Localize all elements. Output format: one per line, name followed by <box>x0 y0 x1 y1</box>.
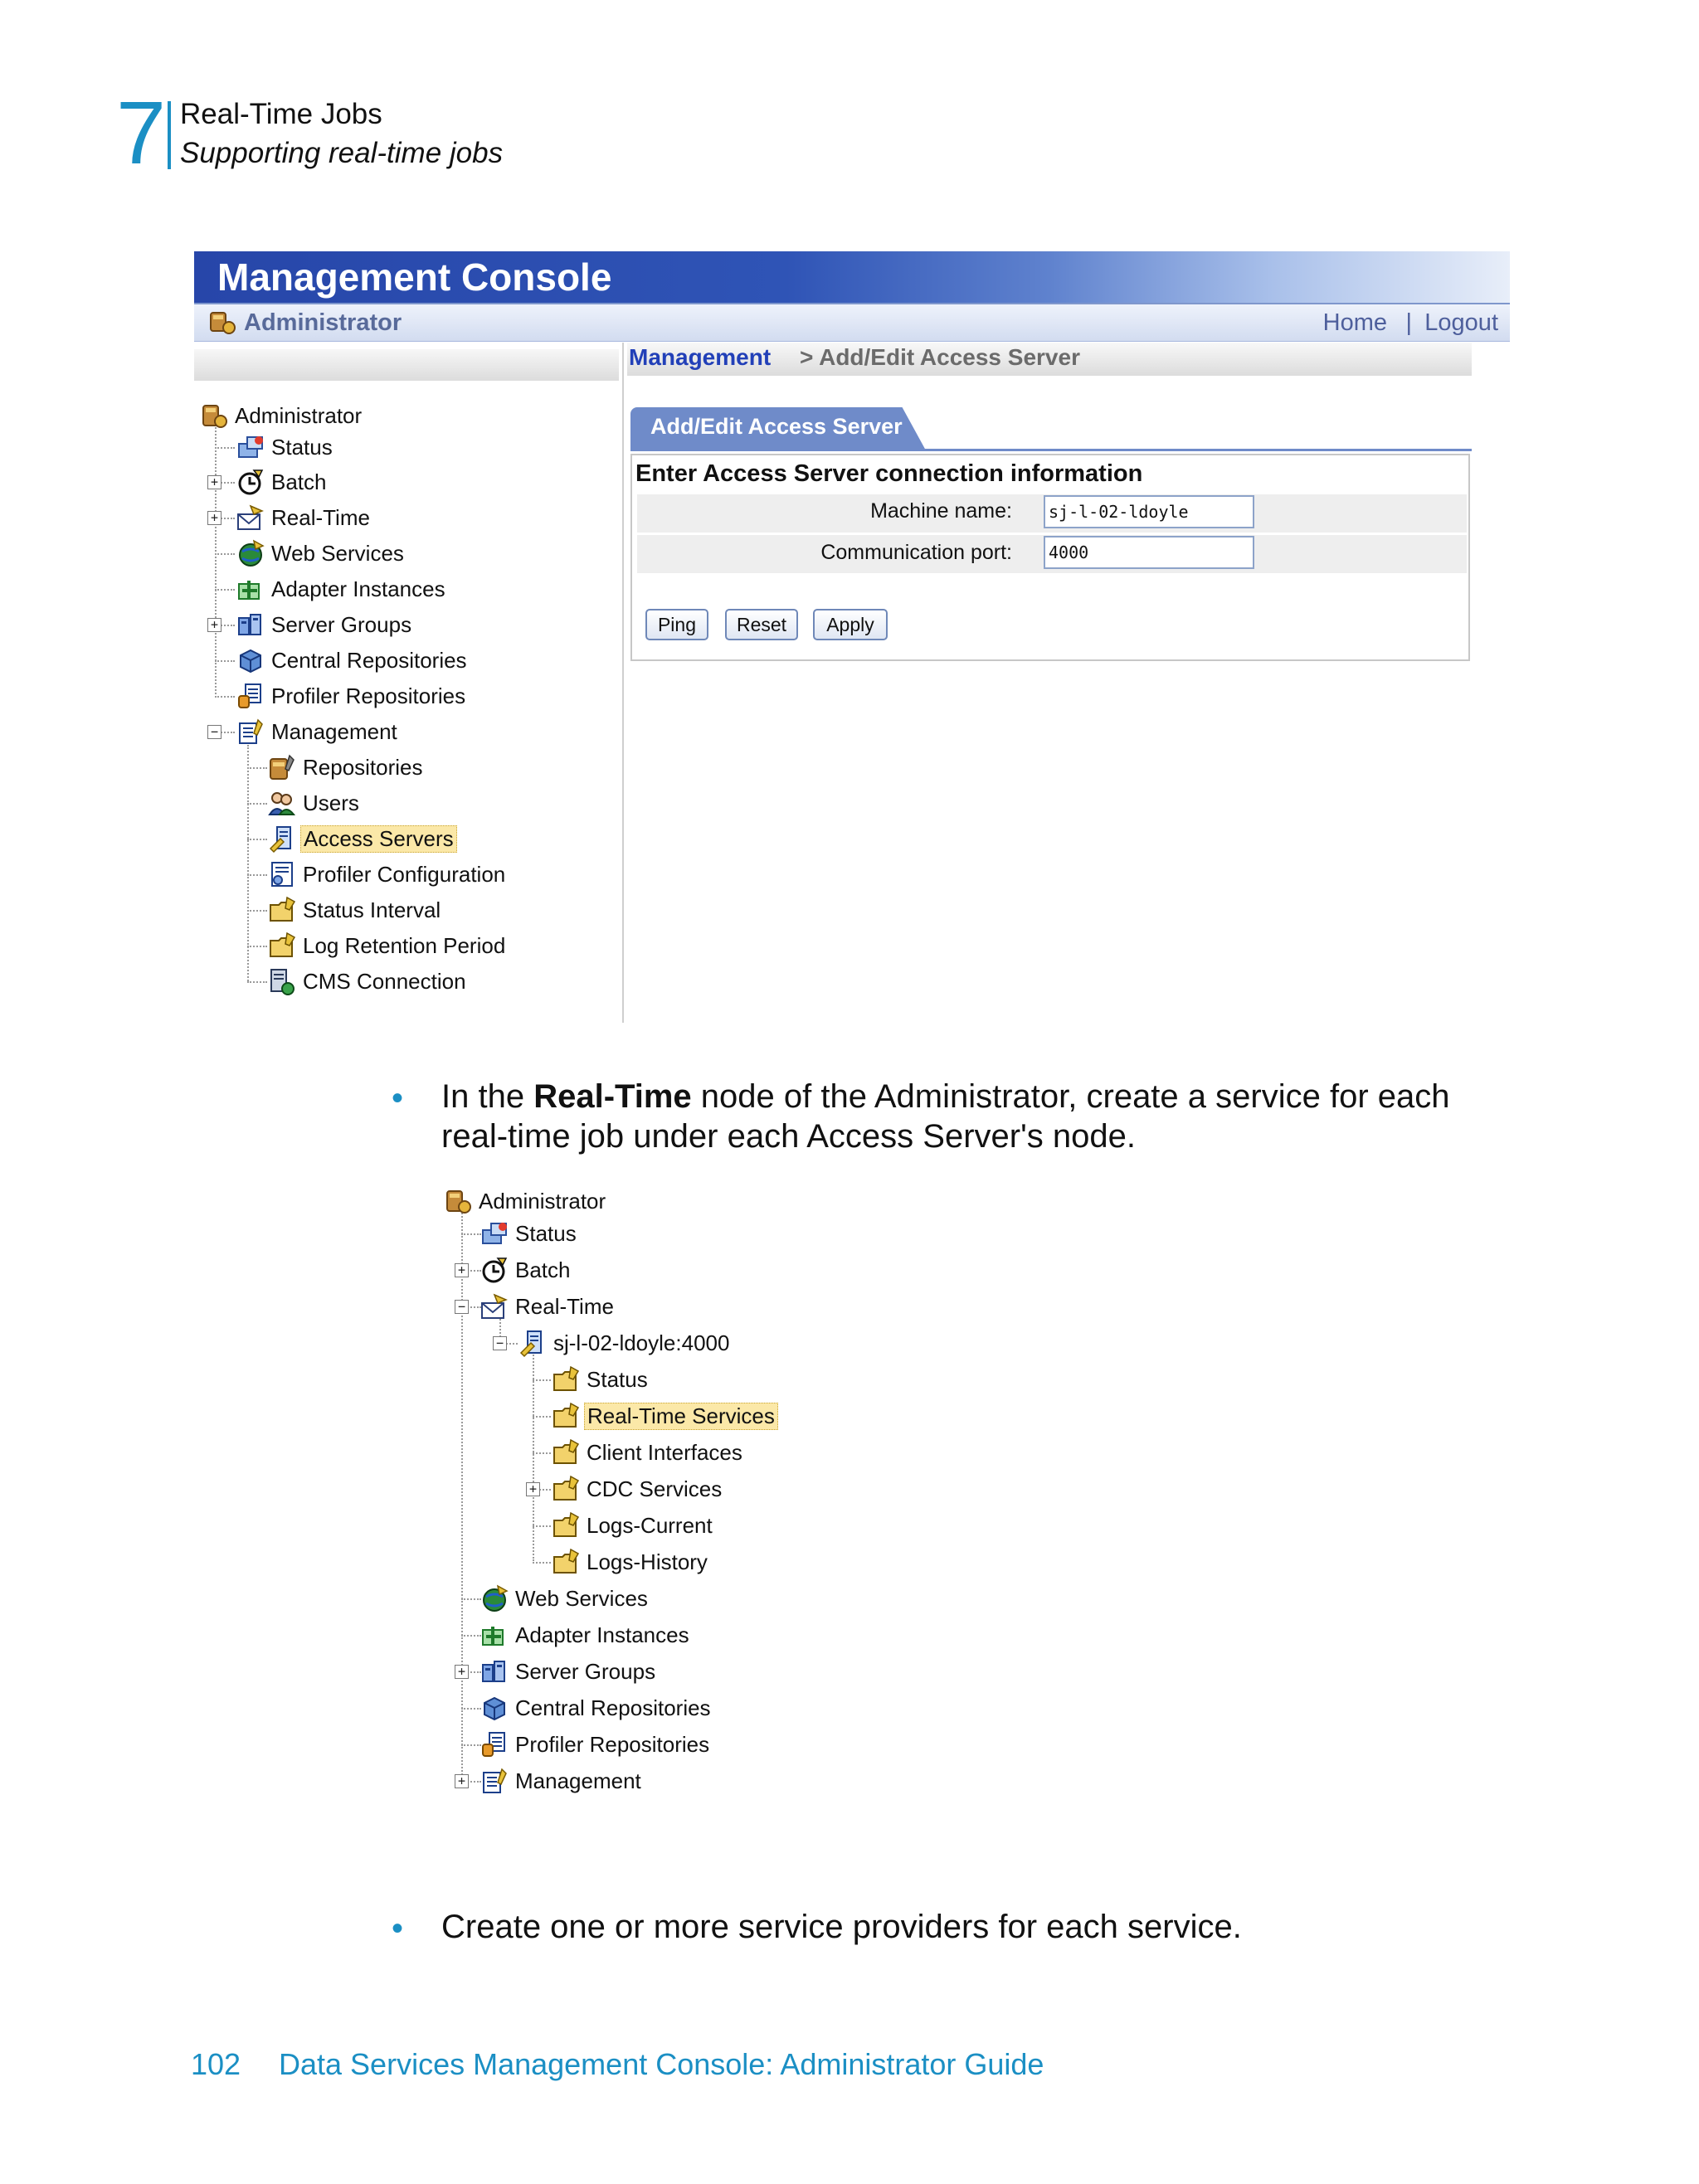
collapse-toggle[interactable]: − <box>455 1300 469 1314</box>
administrator-icon <box>199 401 229 430</box>
expand-toggle[interactable]: + <box>455 1263 469 1277</box>
tree-node-access-servers[interactable] <box>267 822 457 855</box>
tree-node-web-services[interactable] <box>236 537 406 570</box>
footer-title: Data Services Management Console: Administrator Guide <box>279 2047 1044 2081</box>
tree-node-label: Access Servers <box>300 825 457 853</box>
bullet-text-pre: In the <box>441 1078 534 1115</box>
machine-name-input[interactable]: sj-l-02-ldoyle <box>1044 495 1254 528</box>
tree-node-label: Status Interval <box>303 897 441 922</box>
tree-connector <box>247 839 267 840</box>
tree-node-label: Log Retention Period <box>303 932 506 958</box>
tree-node-administrator[interactable] <box>199 399 364 432</box>
tree-node-label: Status <box>587 1366 648 1392</box>
tree-node-server-groups[interactable] <box>480 1655 658 1688</box>
bullet-text-line2: real-time job under each Access Server's node. <box>441 1118 1136 1155</box>
tree-connector <box>461 1306 481 1308</box>
bullet-text-realtime <box>441 1077 1449 1116</box>
breadcrumb-management-link[interactable]: Management <box>629 344 772 370</box>
tab-label: Add/Edit Access Server <box>650 414 903 439</box>
tree-node-logs-current[interactable] <box>551 1509 715 1542</box>
tree-node-profiler-configuration[interactable] <box>267 858 508 891</box>
tree-node-central-repositories[interactable] <box>480 1691 713 1724</box>
cms-connection-icon <box>267 966 297 996</box>
folder-tool-icon <box>267 931 297 961</box>
tree-node-logs-history[interactable] <box>551 1545 710 1578</box>
tree-node-label: Profiler Configuration <box>303 861 506 887</box>
tree-connector <box>215 696 235 698</box>
folder-tool-icon <box>551 1474 581 1504</box>
folder-tool-icon <box>551 1547 581 1577</box>
tree-node-label: Real-Time <box>271 504 370 530</box>
tree-connector <box>461 1744 481 1746</box>
tree-node-repositories[interactable] <box>267 751 426 784</box>
bullet-text-bold: Real-Time <box>533 1078 692 1115</box>
access-server-icon <box>267 824 297 854</box>
tree-node-real-time[interactable] <box>480 1290 616 1323</box>
breadcrumb-current: > Add/Edit Access Server <box>800 344 1080 370</box>
tree-node-label: Real-Time <box>515 1293 614 1319</box>
chapter-title: Real-Time Jobs <box>180 98 382 130</box>
expand-toggle[interactable]: + <box>526 1482 540 1496</box>
tree-node-label: Users <box>303 790 359 815</box>
tree-connector <box>533 1452 551 1454</box>
tree-connector <box>461 1781 481 1783</box>
tree-connector <box>215 660 235 662</box>
tree-connector <box>461 1598 481 1600</box>
tree-node-administrator[interactable] <box>443 1184 608 1218</box>
tree-node-label: Batch <box>515 1257 571 1282</box>
tree-connector <box>215 589 235 591</box>
repositories-icon <box>267 752 297 782</box>
management-tools-icon <box>236 717 265 747</box>
batch-clock-icon <box>480 1255 509 1285</box>
tree-connector <box>533 1352 534 1561</box>
tree-node-central-repositories[interactable] <box>236 644 470 677</box>
tree-connector <box>461 1209 463 1782</box>
tree-node-label: Server Groups <box>515 1658 656 1684</box>
form-section-title: Enter Access Server connection information <box>635 460 1143 487</box>
management-tools-icon <box>480 1766 509 1796</box>
tree-node-adapter-instances[interactable] <box>236 572 448 606</box>
tree-node-management[interactable] <box>236 715 400 748</box>
realtime-envelope-icon <box>236 503 265 533</box>
tree-node-cdc-services[interactable] <box>551 1472 724 1505</box>
folder-tool-icon <box>267 895 297 925</box>
logout-link[interactable]: Logout <box>1424 309 1498 336</box>
tree-connector <box>461 1708 481 1710</box>
tree-node-profiler-repositories[interactable] <box>480 1728 712 1761</box>
tree-connector <box>247 803 267 805</box>
apply-button[interactable]: Apply <box>813 609 888 640</box>
tree-connector <box>461 1270 481 1272</box>
navigation-tree <box>194 251 619 1023</box>
folder-tool-icon <box>551 1401 581 1431</box>
bullet-marker: • <box>392 1910 404 1947</box>
tree-connector <box>461 1671 481 1673</box>
chapter-number: 7 <box>116 82 167 182</box>
server-groups-icon <box>480 1656 509 1686</box>
chapter-divider <box>168 101 171 169</box>
page-number: 102 <box>191 2047 241 2081</box>
cube-repository-icon <box>236 645 265 675</box>
web-globe-icon <box>480 1583 509 1613</box>
collapse-toggle[interactable]: − <box>493 1336 507 1350</box>
expand-toggle[interactable]: + <box>455 1774 469 1788</box>
tree-connector <box>533 1525 551 1527</box>
expand-toggle[interactable]: + <box>207 511 222 525</box>
status-monitor-icon <box>480 1218 509 1248</box>
tree-node-log-retention-period[interactable] <box>267 929 508 962</box>
cube-repository-icon <box>480 1693 509 1723</box>
bullet-text-post: node of the Administrator, create a service for each <box>691 1078 1450 1115</box>
access-server-icon <box>518 1328 548 1358</box>
tree-node-server-groups[interactable] <box>236 608 414 641</box>
tree-connector <box>247 910 267 912</box>
tree-node-label: Logs-History <box>587 1549 708 1574</box>
chapter-subtitle: Supporting real-time jobs <box>180 137 504 169</box>
tree-node-label: Central Repositories <box>515 1695 711 1720</box>
tree-node-batch[interactable] <box>236 465 329 499</box>
tree-node-adapter-instances[interactable] <box>480 1618 692 1651</box>
status-monitor-icon <box>236 432 265 462</box>
batch-clock-icon <box>236 467 265 497</box>
tree-node-label: Administrator <box>235 402 363 428</box>
reset-button[interactable]: Reset <box>725 609 798 640</box>
tree-node-label: Logs-Current <box>587 1512 713 1538</box>
bullet-text-service-providers: Create one or more service providers for each service. <box>441 1909 1242 1945</box>
expand-toggle[interactable]: + <box>207 475 222 489</box>
tree-node-profiler-repositories[interactable] <box>236 679 468 713</box>
tree-node-status-interval[interactable] <box>267 893 443 927</box>
tree-node-sj-l-02-ldoyle-4000[interactable] <box>518 1326 732 1360</box>
tree-node-label: Batch <box>271 469 327 494</box>
tree-node-label: Central Repositories <box>271 647 467 673</box>
tree-connector <box>461 1635 481 1637</box>
tree-node-management[interactable] <box>480 1764 644 1797</box>
machine-name-label: Machine name: <box>870 499 1012 523</box>
tree-connector <box>247 767 267 769</box>
tree-node-label: Status <box>515 1220 577 1246</box>
tree-node-label: Repositories <box>303 754 423 780</box>
users-icon <box>267 788 297 818</box>
realtime-envelope-icon <box>480 1291 509 1321</box>
tree-connector <box>215 447 235 449</box>
adapter-plug-icon <box>236 574 265 604</box>
communication-port-label: Communication port: <box>820 541 1012 564</box>
server-groups-icon <box>236 610 265 640</box>
nav-separator: | <box>1405 309 1412 336</box>
home-link[interactable]: Home <box>1322 309 1387 336</box>
tree-connector <box>533 1489 551 1491</box>
tree-node-real-time[interactable] <box>236 501 372 534</box>
tree-node-label: Management <box>515 1768 641 1793</box>
tree-node-label: Server Groups <box>271 611 412 637</box>
tree-node-label: Adapter Instances <box>271 576 445 601</box>
tree-connector <box>215 553 235 555</box>
tree-connector <box>247 874 267 876</box>
tree-connector <box>533 1416 551 1418</box>
tree-connector <box>499 1319 501 1344</box>
tree-node-status[interactable] <box>551 1363 650 1396</box>
tab-underline <box>630 449 1472 451</box>
folder-tool-icon <box>551 1364 581 1394</box>
tree-node-web-services[interactable] <box>480 1582 650 1615</box>
console-user-label: Administrator <box>244 309 402 336</box>
tree-node-label: CDC Services <box>587 1476 723 1501</box>
tree-node-label: Status <box>271 434 333 460</box>
tree-node-cms-connection[interactable] <box>267 965 469 998</box>
tree-connector <box>215 424 217 698</box>
folder-tool-icon <box>551 1510 581 1540</box>
tree-node-label: sj-l-02-ldoyle:4000 <box>553 1330 730 1355</box>
tree-node-label: Client Interfaces <box>587 1439 742 1465</box>
tree-node-label: Profiler Repositories <box>271 683 466 708</box>
tree-node-label: Web Services <box>515 1585 648 1611</box>
tree-node-users[interactable] <box>267 786 362 820</box>
ping-button[interactable]: Ping <box>645 609 708 640</box>
tree-node-label: Adapter Instances <box>515 1622 689 1647</box>
tree-connector <box>533 1562 551 1564</box>
web-globe-icon <box>236 538 265 568</box>
tree-connector <box>247 981 267 983</box>
communication-port-input[interactable]: 4000 <box>1044 536 1254 569</box>
folder-tool-icon <box>551 1437 581 1467</box>
pane-divider[interactable] <box>622 343 624 1023</box>
tree-node-real-time-services[interactable] <box>551 1399 778 1432</box>
tree-connector <box>499 1343 518 1345</box>
expand-toggle[interactable]: + <box>455 1665 469 1679</box>
profiler-repository-icon <box>236 681 265 711</box>
expand-toggle[interactable]: + <box>207 618 222 632</box>
console-banner-title: Management Console <box>217 255 612 299</box>
tree-node-label: CMS Connection <box>303 968 466 994</box>
profiler-repository-icon <box>480 1729 509 1759</box>
collapse-toggle[interactable]: − <box>207 725 222 739</box>
tree-node-status[interactable] <box>480 1217 579 1250</box>
tree-connector <box>247 946 267 947</box>
bullet-marker: • <box>392 1080 404 1116</box>
tree-node-label: Real-Time Services <box>584 1403 778 1430</box>
profiler-config-icon <box>267 859 297 889</box>
tree-node-batch[interactable] <box>480 1253 573 1287</box>
tree-node-label: Management <box>271 718 397 744</box>
administrator-icon <box>443 1186 473 1216</box>
tree-connector <box>461 1233 481 1235</box>
tree-node-status[interactable] <box>236 430 335 464</box>
tree-node-client-interfaces[interactable] <box>551 1436 745 1469</box>
adapter-plug-icon <box>480 1620 509 1650</box>
tree-node-label: Profiler Repositories <box>515 1731 710 1757</box>
management-console-screenshot <box>194 251 1510 1023</box>
tree-node-label: Administrator <box>479 1188 606 1214</box>
tree-node-label: Web Services <box>271 540 404 566</box>
tree-connector <box>533 1379 551 1381</box>
